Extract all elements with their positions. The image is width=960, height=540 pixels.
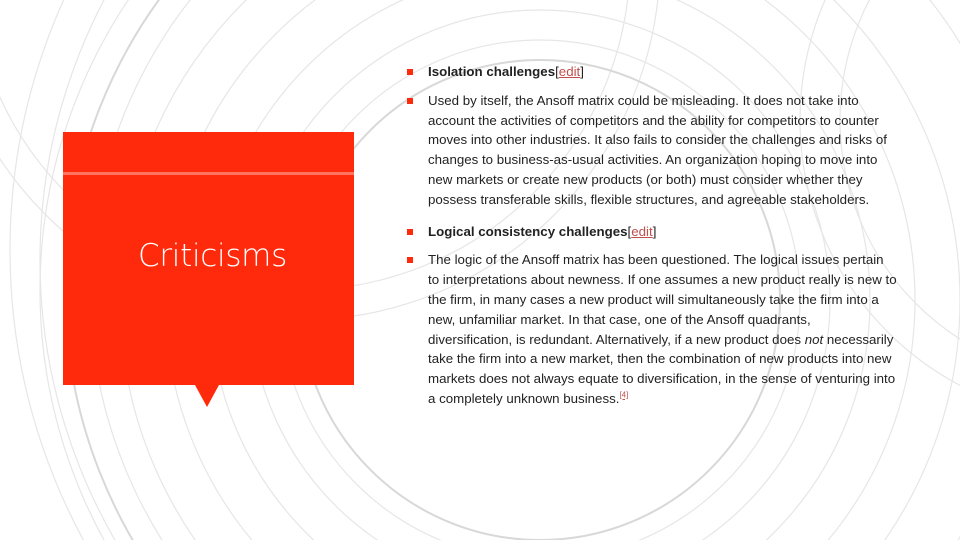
heading-text: Isolation challenges xyxy=(428,64,556,79)
list-item xyxy=(407,250,897,408)
edit-link[interactable]: edit xyxy=(631,223,653,239)
body-text: The logic of the Ansoff matrix has been questioned. The logical issues pertain to interpretations about newness. If one assumes a new product really is new to the firm, in many cases a new product will simultaneously take the firm into a new, unfamiliar market. In that case, one of the Ansoff quadrants, diversification, is redundant. Alternatively, if a new product does xyxy=(428,252,897,347)
bullet-list xyxy=(407,62,897,418)
bracket-close: ] xyxy=(652,223,657,239)
emphasis-text: not xyxy=(804,331,824,347)
slide-title: Criticisms xyxy=(138,238,287,274)
bullet-marker xyxy=(407,229,413,235)
bullet-marker xyxy=(407,69,413,75)
bullet-marker xyxy=(407,98,413,104)
bracket-open: [ xyxy=(627,223,632,239)
list-item xyxy=(407,222,897,242)
citation-link[interactable]: [4] xyxy=(619,390,629,400)
body-text: Used by itself, the Ansoff matrix could be misleading. It does not take into account the activities of competitors and the ability for competitors to counter moves into other industries. It also fails to consider the challenges and risks of changes to business-as-usual activities. An organization hoping to move into new markets or create new products (or both) must consider whether they possess transferable skills, flexible structures, and agreeable stakeholders. xyxy=(428,92,887,207)
bracket-open: [ xyxy=(555,64,559,79)
bullet-marker xyxy=(407,257,413,263)
body-text-continued: necessarily take the firm into a new market, then the combination of new products into new markets does not always equate to diversification, in the sense of venturing into a completely unknown business. xyxy=(428,331,896,406)
list-item xyxy=(407,91,897,210)
heading-text: Logical consistency challenges xyxy=(428,223,628,239)
panel-pointer xyxy=(195,385,219,407)
bracket-close: ] xyxy=(580,64,584,79)
panel-band xyxy=(63,172,354,175)
edit-link[interactable]: edit xyxy=(558,64,581,79)
list-item xyxy=(407,62,897,82)
citation xyxy=(619,391,628,400)
